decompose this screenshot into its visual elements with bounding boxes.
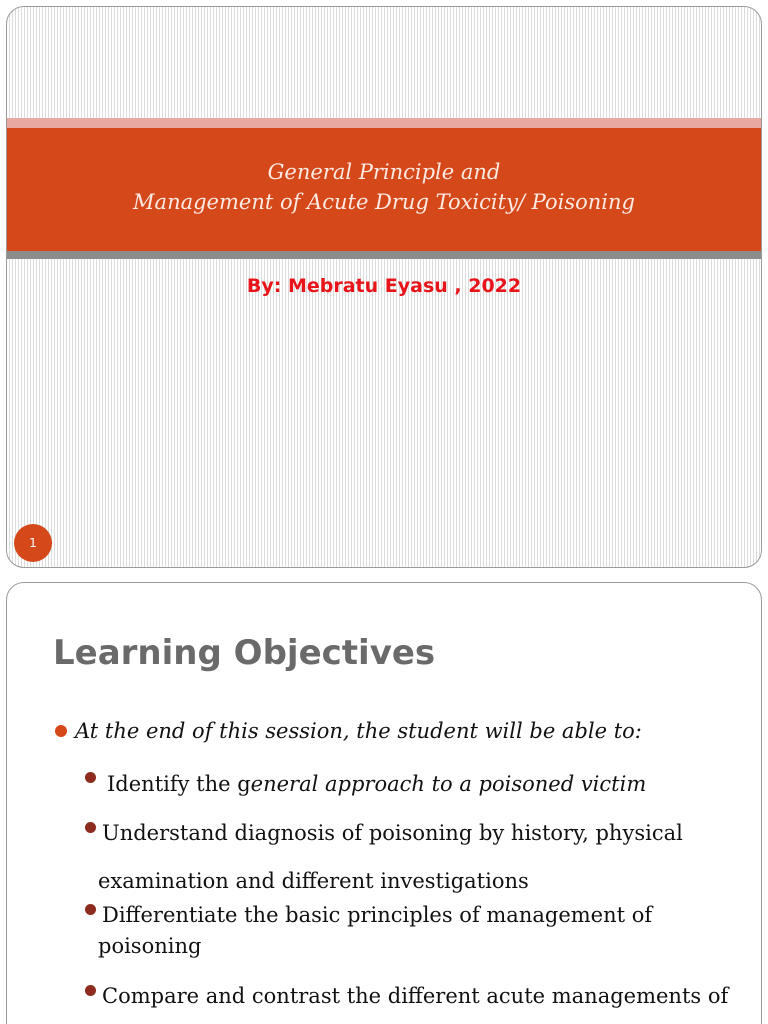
objective-item-1-italic: eneral approach to a poisoned victim	[250, 772, 647, 796]
objective-item-2-line-2: examination and different investigations	[98, 869, 529, 893]
objective-item-4-line-1: Compare and contrast the different acute managements of	[102, 984, 729, 1008]
sub-bullet-dot-icon	[85, 904, 96, 915]
objectives-slide	[6, 582, 762, 1024]
slide-title-line-1: General Principle and	[267, 160, 501, 184]
objectives-heading: Learning Objectives	[53, 633, 436, 673]
title-band-bottom-stripe	[7, 251, 761, 259]
objective-item-3-line-2: poisoning	[98, 934, 202, 958]
title-slide	[6, 6, 762, 568]
bullet-dot-icon	[55, 725, 67, 737]
sub-bullet-dot-icon	[85, 822, 96, 833]
sub-bullet-dot-icon	[85, 772, 96, 783]
objective-item-1-plain: Identify the g	[107, 772, 251, 796]
slide-title-line-2: Management of Acute Drug Toxicity/ Poisoning	[133, 190, 635, 214]
author-line: By: Mebratu Eyasu , 2022	[246, 275, 522, 297]
objective-item-2-line-1: Understand diagnosis of poisoning by history, physical	[102, 821, 683, 845]
slide-number-badge: 1	[14, 524, 52, 562]
objectives-intro: At the end of this session, the student will be able to:	[75, 719, 642, 743]
title-band-top-stripe	[7, 118, 761, 128]
objective-item-3-line-1: Differentiate the basic principles of management of	[102, 903, 653, 927]
slide-title	[7, 157, 761, 217]
objective-item-1	[107, 768, 646, 800]
sub-bullet-dot-icon	[85, 985, 96, 996]
